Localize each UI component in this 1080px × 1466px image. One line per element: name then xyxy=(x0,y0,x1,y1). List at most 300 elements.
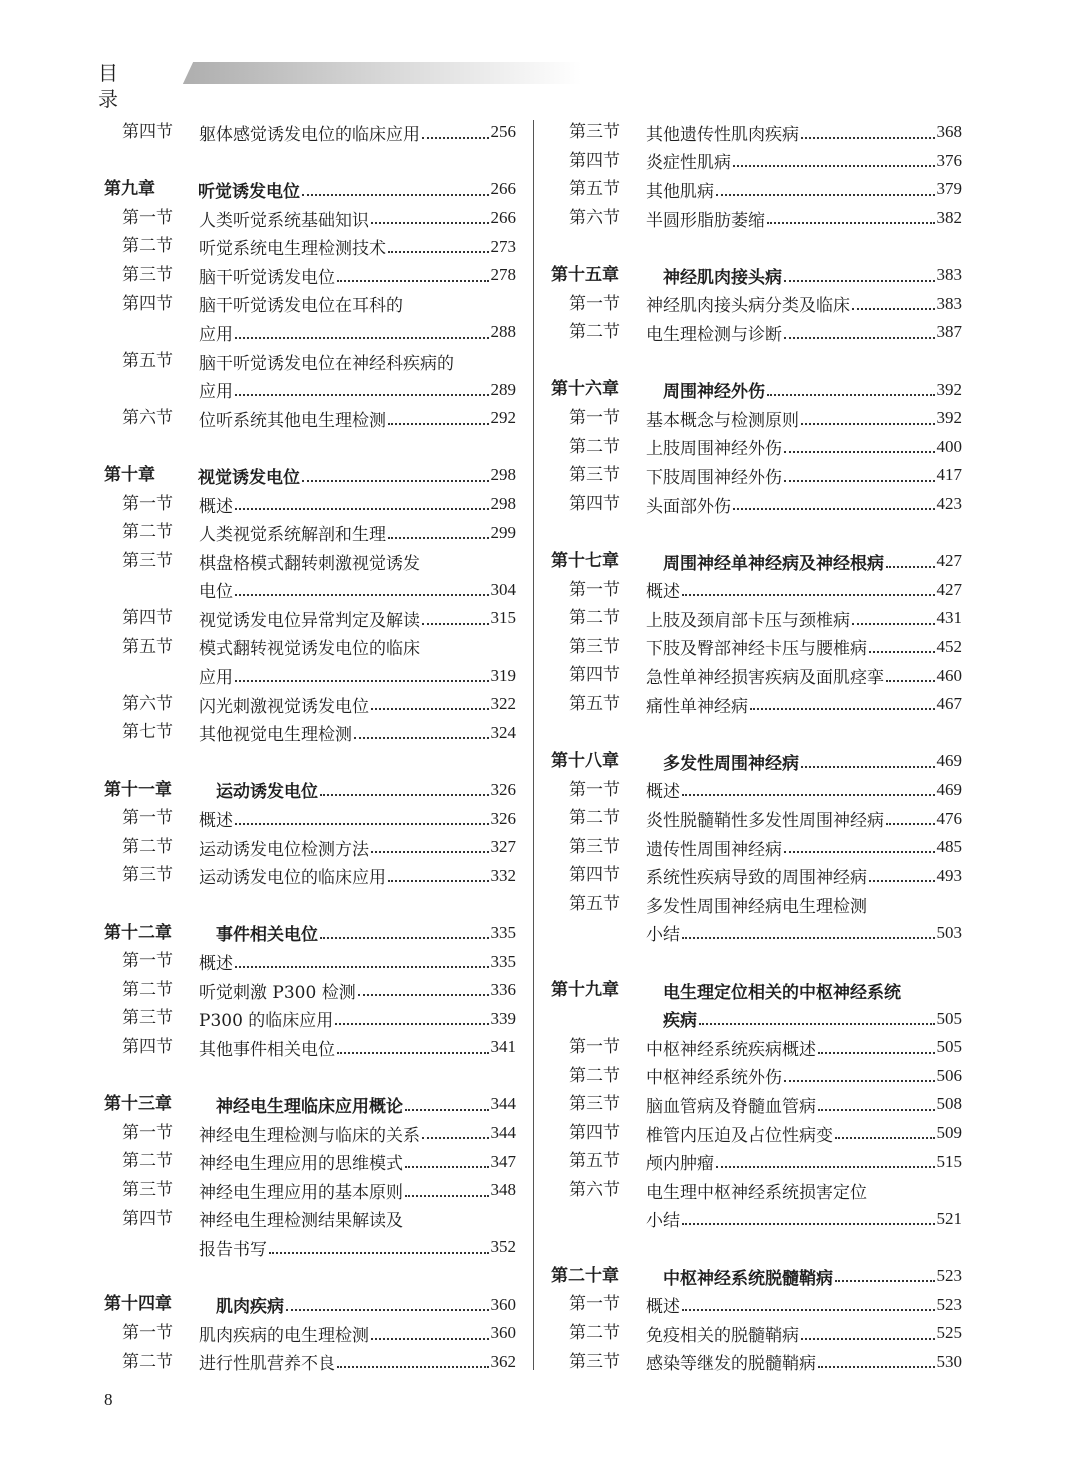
toc-entry-page: 326 xyxy=(490,779,516,799)
toc-entry-label: 第三节 xyxy=(569,1351,620,1372)
toc-entry-page: 452 xyxy=(936,636,962,656)
dot-leader xyxy=(886,822,935,825)
section-gap xyxy=(551,718,962,747)
toc-entry-page: 335 xyxy=(490,951,516,971)
toc-entry-page: 530 xyxy=(936,1351,962,1371)
toc-entry-label: 第一节 xyxy=(569,779,620,800)
toc-entry-page: 344 xyxy=(490,1094,516,1114)
toc-section-entry[interactable] xyxy=(104,604,516,633)
toc-entry-title: 听觉诱发电位 xyxy=(198,181,300,202)
toc-section-entry[interactable] xyxy=(551,118,962,147)
toc-section-entry[interactable] xyxy=(104,547,516,576)
toc-entry-row xyxy=(646,1319,962,1348)
toc-section-entry[interactable] xyxy=(551,1062,962,1091)
toc-entry-row xyxy=(663,976,962,1005)
toc-entry-title: 小结 xyxy=(646,925,680,946)
toc-entry-page: 427 xyxy=(936,579,962,599)
dot-leader xyxy=(335,1022,488,1025)
dot-leader xyxy=(371,1337,489,1340)
toc-entry-page: 383 xyxy=(936,265,962,285)
toc-section-entry[interactable] xyxy=(551,1319,962,1348)
toc-entry-row xyxy=(199,604,516,633)
toc-section-entry[interactable] xyxy=(104,718,516,747)
toc-entry-row xyxy=(646,1119,962,1148)
toc-entry-page: 485 xyxy=(936,837,962,857)
toc-section-entry[interactable] xyxy=(104,118,516,147)
toc-entry-row xyxy=(646,1147,962,1176)
toc-entry-title: 概述 xyxy=(199,496,233,517)
toc-entry-row xyxy=(646,690,962,719)
toc-entry-label: 第六节 xyxy=(569,207,620,228)
toc-entry-row xyxy=(646,1033,962,1062)
toc-entry-title: 神经肌肉接头病分类及临床 xyxy=(646,296,850,317)
toc-entry-title: 神经电生理应用的思维模式 xyxy=(199,1154,403,1175)
toc-entry-title: 炎症性肌病 xyxy=(646,153,731,174)
toc-section-entry[interactable] xyxy=(551,633,962,662)
toc-section-entry[interactable] xyxy=(104,347,516,376)
dot-leader xyxy=(388,536,489,539)
toc-entry-page: 525 xyxy=(936,1323,962,1343)
toc-entry-row xyxy=(199,490,516,519)
toc-entry-page: 506 xyxy=(936,1065,962,1085)
toc-section-entry[interactable] xyxy=(551,175,962,204)
toc-entry-label: 第四节 xyxy=(122,1037,173,1057)
toc-entry-label: 第四节 xyxy=(569,493,620,514)
dot-leader xyxy=(682,1222,935,1225)
toc-section-entry[interactable] xyxy=(104,633,516,662)
toc-section-entry[interactable] xyxy=(551,404,962,433)
toc-entry-page: 347 xyxy=(490,1151,516,1171)
toc-chapter-entry[interactable] xyxy=(551,261,962,290)
toc-entry-title: 上肢周围神经外伤 xyxy=(646,439,782,460)
toc-entry-row xyxy=(663,1004,962,1033)
toc-entry-title: 急性单神经损害疾病及面肌痉挛 xyxy=(646,668,884,689)
toc-section-entry[interactable] xyxy=(551,1090,962,1119)
toc-section-entry[interactable] xyxy=(551,490,962,519)
toc-entry-row xyxy=(199,833,516,862)
toc-entry-title: 颅内肿瘤 xyxy=(646,1154,714,1175)
toc-chapter-entry[interactable] xyxy=(551,547,962,576)
toc-entry-label: 第二节 xyxy=(122,236,173,257)
toc-entry-row xyxy=(198,461,516,490)
toc-entry-title: 免疫相关的脱髓鞘病 xyxy=(646,1325,799,1346)
toc-section-entry[interactable] xyxy=(104,576,516,605)
toc-entry-page: 382 xyxy=(936,208,962,228)
toc-entry-label: 第二节 xyxy=(122,1151,173,1172)
toc-entry-row xyxy=(646,1176,962,1205)
dot-leader xyxy=(869,879,935,882)
toc-entry-label: 第二节 xyxy=(569,436,620,457)
toc-entry-page: 348 xyxy=(490,1180,516,1200)
toc-entry-label: 第十三章 xyxy=(104,1094,172,1115)
toc-entry-label: 第二节 xyxy=(569,322,620,343)
toc-entry-label: 第五节 xyxy=(122,350,173,371)
toc-entry-label: 第五节 xyxy=(569,894,620,915)
toc-entry-page: 266 xyxy=(490,179,516,199)
toc-entry-page: 505 xyxy=(936,1008,962,1028)
column-divider xyxy=(533,120,534,1370)
toc-entry-page: 273 xyxy=(490,236,516,256)
toc-entry-label: 第四节 xyxy=(569,150,620,171)
toc-entry-label: 第四节 xyxy=(569,1122,620,1143)
dot-leader xyxy=(337,1365,489,1368)
toc-section-entry[interactable] xyxy=(104,1319,516,1348)
toc-entry-label: 第十一章 xyxy=(104,779,172,800)
toc-entry-page: 469 xyxy=(936,751,962,771)
toc-entry-row xyxy=(199,1176,516,1205)
toc-entry-row xyxy=(199,375,516,404)
toc-entry-page: 515 xyxy=(936,1151,962,1171)
dot-leader xyxy=(388,422,489,425)
dot-leader xyxy=(784,479,935,482)
toc-entry-label: 第四节 xyxy=(122,608,173,629)
section-gap xyxy=(104,433,516,462)
toc-section-entry[interactable] xyxy=(551,1033,962,1062)
toc-entry-row xyxy=(216,1090,516,1119)
toc-section-entry[interactable] xyxy=(551,776,962,805)
toc-entry-title: 概述 xyxy=(199,954,233,975)
toc-entry-title: 概述 xyxy=(646,1297,680,1318)
toc-entry-title: 概述 xyxy=(646,582,680,603)
toc-entry-page: 523 xyxy=(936,1266,962,1286)
toc-section-entry[interactable] xyxy=(551,919,962,948)
toc-section-entry[interactable] xyxy=(104,318,516,347)
dot-leader xyxy=(286,1308,489,1311)
toc-entry-row xyxy=(216,1290,516,1319)
dot-leader xyxy=(699,1022,935,1025)
toc-entry-row xyxy=(199,318,516,347)
toc-section-entry[interactable] xyxy=(551,318,962,347)
toc-entry-title: 遗传性周围神经病 xyxy=(646,839,782,860)
dot-leader xyxy=(784,279,935,282)
toc-entry-label: 第三节 xyxy=(569,465,620,486)
toc-entry-label: 第七节 xyxy=(122,722,173,743)
toc-chapter-entry[interactable] xyxy=(104,1090,516,1119)
toc-entry-title: 多发性周围神经病电生理检测 xyxy=(646,896,867,917)
toc-section-entry[interactable] xyxy=(551,833,962,862)
toc-entry-title: 运动诱发电位检测方法 xyxy=(199,839,369,860)
toc-entry-row xyxy=(199,1119,516,1148)
toc-section-entry[interactable] xyxy=(104,1004,516,1033)
toc-entry-row xyxy=(199,204,516,233)
toc-entry-label: 第十章 xyxy=(104,465,155,486)
toc-section-entry[interactable] xyxy=(551,204,962,233)
toc-entry-page: 289 xyxy=(490,379,516,399)
toc-entry-title: 半圆形脂肪萎缩 xyxy=(646,210,765,231)
toc-section-entry[interactable] xyxy=(551,433,962,462)
toc-section-entry[interactable] xyxy=(551,861,962,890)
toc-entry-page: 509 xyxy=(936,1123,962,1143)
toc-entry-page: 322 xyxy=(490,694,516,714)
toc-section-entry[interactable] xyxy=(551,1348,962,1377)
toc-section-entry[interactable] xyxy=(551,690,962,719)
toc-entry-page: 392 xyxy=(936,408,962,428)
toc-entry-page: 352 xyxy=(490,1237,516,1257)
toc-entry-label: 第五节 xyxy=(569,693,620,714)
toc-entry-label: 第四节 xyxy=(122,293,173,314)
toc-section-entry[interactable] xyxy=(551,661,962,690)
toc-section-entry[interactable] xyxy=(551,604,962,633)
dot-leader xyxy=(302,479,489,482)
toc-entry-page: 315 xyxy=(490,608,516,628)
toc-entry-page: 417 xyxy=(936,465,962,485)
toc-entry-page: 383 xyxy=(936,293,962,313)
toc-entry-row xyxy=(646,118,962,147)
toc-entry-row xyxy=(663,747,962,776)
toc-entry-title: 中枢神经系统疾病概述 xyxy=(646,1039,816,1060)
toc-entry-title: 感染等继发的脱髓鞘病 xyxy=(646,1354,816,1375)
toc-entry-label: 第一节 xyxy=(122,493,173,514)
toc-entry-title: 应用 xyxy=(199,324,233,345)
toc-section-entry[interactable] xyxy=(104,404,516,433)
toc-entry-page: 332 xyxy=(490,865,516,885)
toc-entry-page: 266 xyxy=(490,208,516,228)
toc-entry-label: 第一节 xyxy=(122,207,173,228)
toc-section-entry[interactable] xyxy=(551,1205,962,1234)
toc-entry-title: 电生理检测与诊断 xyxy=(646,324,782,345)
toc-entry-label: 第四节 xyxy=(122,122,173,142)
toc-entry-row xyxy=(646,1090,962,1119)
toc-entry-row xyxy=(199,118,516,147)
toc-section-entry[interactable] xyxy=(104,375,516,404)
toc-section-entry[interactable] xyxy=(551,1147,962,1176)
toc-chapter-entry[interactable] xyxy=(104,776,516,805)
toc-entry-row xyxy=(646,318,962,347)
toc-entry-title: 闪光刺激视觉诱发电位 xyxy=(199,696,369,717)
toc-entry-title: 运动诱发电位 xyxy=(216,782,318,803)
toc-entry-title: 神经电生理检测结果解读及 xyxy=(199,1211,403,1232)
dot-leader xyxy=(405,1194,489,1197)
toc-entry-title: 其他事件相关电位 xyxy=(199,1039,335,1060)
toc-entry-row xyxy=(199,290,516,319)
toc-chapter-entry[interactable] xyxy=(551,1004,962,1033)
toc-entry-title: 下肢及臀部神经卡压与腰椎病 xyxy=(646,639,867,660)
toc-entry-title: 系统性疾病导致的周围神经病 xyxy=(646,868,867,889)
toc-left-column xyxy=(104,118,516,1376)
toc-entry-page: 467 xyxy=(936,694,962,714)
toc-entry-label: 第一节 xyxy=(569,579,620,600)
toc-entry-title: 躯体感觉诱发电位的临床应用 xyxy=(199,124,420,145)
toc-entry-page: 298 xyxy=(490,494,516,514)
toc-entry-row xyxy=(646,604,962,633)
dot-leader xyxy=(801,136,935,139)
toc-entry-row xyxy=(646,776,962,805)
toc-entry-title: 应用 xyxy=(199,382,233,403)
toc-entry-label: 第六节 xyxy=(122,407,173,428)
toc-section-entry[interactable] xyxy=(104,976,516,1005)
dot-leader xyxy=(682,593,935,596)
section-gap xyxy=(551,947,962,976)
toc-section-entry[interactable] xyxy=(551,290,962,319)
toc-entry-row xyxy=(199,633,516,662)
toc-entry-label: 第十六章 xyxy=(551,379,619,400)
toc-entry-page: 292 xyxy=(490,408,516,428)
toc-entry-title: 其他肌病 xyxy=(646,181,714,202)
toc-entry-title: 脑干听觉诱发电位在耳科的 xyxy=(199,296,403,317)
toc-entry-title: 头面部外伤 xyxy=(646,496,731,517)
toc-entry-page: 521 xyxy=(936,1208,962,1228)
toc-section-entry[interactable] xyxy=(104,661,516,690)
toc-entry-label: 第一节 xyxy=(122,1122,173,1143)
toc-section-entry[interactable] xyxy=(104,290,516,319)
toc-entry-page: 339 xyxy=(490,1008,516,1028)
toc-section-entry[interactable] xyxy=(104,204,516,233)
toc-entry-label: 第三节 xyxy=(122,264,173,285)
toc-entry-row xyxy=(646,204,962,233)
section-gap xyxy=(551,1233,962,1262)
toc-section-entry[interactable] xyxy=(551,461,962,490)
toc-chapter-entry[interactable] xyxy=(551,976,962,1005)
toc-section-entry[interactable] xyxy=(104,1176,516,1205)
toc-section-entry[interactable] xyxy=(104,490,516,519)
toc-entry-title: 肌肉疾病的电生理检测 xyxy=(199,1325,369,1346)
toc-section-entry[interactable] xyxy=(104,232,516,261)
toc-entry-title: 脑干听觉诱发电位 xyxy=(199,267,335,288)
toc-section-entry[interactable] xyxy=(104,1348,516,1377)
toc-entry-row xyxy=(216,776,516,805)
toc-section-entry[interactable] xyxy=(551,147,962,176)
toc-section-entry[interactable] xyxy=(551,890,962,919)
dot-leader xyxy=(371,221,489,224)
toc-section-entry[interactable] xyxy=(104,690,516,719)
toc-entry-page: 256 xyxy=(490,122,516,142)
dot-leader xyxy=(869,650,935,653)
dot-leader xyxy=(302,193,489,196)
toc-chapter-entry[interactable] xyxy=(104,919,516,948)
dot-leader xyxy=(405,1165,489,1168)
dot-leader xyxy=(733,164,935,167)
toc-entry-title: 人类听觉系统基础知识 xyxy=(199,210,369,231)
toc-entry-label: 第三节 xyxy=(122,865,173,886)
toc-entry-row xyxy=(199,1233,516,1262)
toc-entry-page: 476 xyxy=(936,808,962,828)
toc-entry-row xyxy=(646,461,962,490)
dot-leader xyxy=(767,393,935,396)
toc-entry-row xyxy=(646,633,962,662)
toc-entry-label: 第四节 xyxy=(569,865,620,886)
dot-leader xyxy=(371,850,489,853)
toc-entry-row xyxy=(646,1348,962,1377)
toc-section-entry[interactable] xyxy=(551,1290,962,1319)
toc-section-entry[interactable] xyxy=(104,1147,516,1176)
toc-section-entry[interactable] xyxy=(104,833,516,862)
toc-entry-row xyxy=(646,433,962,462)
toc-entry-page: 376 xyxy=(936,150,962,170)
toc-entry-page: 288 xyxy=(490,322,516,342)
toc-entry-title: 中枢神经系统脱髓鞘病 xyxy=(663,1268,833,1289)
toc-entry-row xyxy=(199,232,516,261)
toc-entry-title: 电生理定位相关的中枢神经系统 xyxy=(663,982,901,1003)
toc-chapter-entry[interactable] xyxy=(104,461,516,490)
toc-section-entry[interactable] xyxy=(104,518,516,547)
toc-entry-page: 344 xyxy=(490,1123,516,1143)
toc-entry-title: 听觉刺激 P300 检测 xyxy=(199,982,356,1003)
toc-section-entry[interactable] xyxy=(104,947,516,976)
toc-section-entry[interactable] xyxy=(104,1205,516,1234)
toc-chapter-entry[interactable] xyxy=(551,375,962,404)
toc-entry-title: 小结 xyxy=(646,1211,680,1232)
toc-entry-title: 视觉诱发电位 xyxy=(198,467,300,488)
section-gap xyxy=(104,747,516,776)
toc-section-entry[interactable] xyxy=(104,1233,516,1262)
toc-section-entry[interactable] xyxy=(551,804,962,833)
toc-entry-label: 第三节 xyxy=(569,1094,620,1115)
toc-right-column xyxy=(551,118,962,1376)
toc-entry-label: 第二节 xyxy=(122,836,173,857)
toc-entry-label: 第六节 xyxy=(122,693,173,714)
toc-entry-page: 298 xyxy=(490,465,516,485)
section-gap xyxy=(104,1262,516,1291)
toc-entry-title: 进行性肌营养不良 xyxy=(199,1354,335,1375)
dot-leader xyxy=(716,1165,935,1168)
dot-leader xyxy=(422,1136,489,1139)
toc-section-entry[interactable] xyxy=(104,861,516,890)
toc-entry-title: 周围神经单神经病及神经根病 xyxy=(663,553,884,574)
toc-entry-page: 326 xyxy=(490,808,516,828)
section-gap xyxy=(551,232,962,261)
dot-leader xyxy=(886,565,935,568)
toc-entry-label: 第一节 xyxy=(569,293,620,314)
toc-entry-label: 第五节 xyxy=(569,179,620,200)
toc-entry-title: 多发性周围神经病 xyxy=(663,753,799,774)
toc-chapter-entry[interactable] xyxy=(104,175,516,204)
toc-section-entry[interactable] xyxy=(104,261,516,290)
toc-section-entry[interactable] xyxy=(551,1176,962,1205)
toc-entry-page: 427 xyxy=(936,551,962,571)
toc-entry-title: 基本概念与检测原则 xyxy=(646,410,799,431)
toc-entry-label: 第十二章 xyxy=(104,922,172,943)
dot-leader xyxy=(784,450,935,453)
toc-section-entry[interactable] xyxy=(104,804,516,833)
toc-section-entry[interactable] xyxy=(104,1119,516,1148)
toc-entry-page: 423 xyxy=(936,494,962,514)
dot-leader xyxy=(235,679,489,682)
toc-entry-row xyxy=(199,690,516,719)
dot-leader xyxy=(801,422,935,425)
toc-chapter-entry[interactable] xyxy=(551,747,962,776)
dot-leader xyxy=(320,936,489,939)
toc-entry-title: 上肢及颈肩部卡压与颈椎病 xyxy=(646,610,850,631)
toc-entry-title: 其他视觉电生理检测 xyxy=(199,725,352,746)
toc-entry-title: 周围神经外伤 xyxy=(663,382,765,403)
toc-entry-row xyxy=(199,1033,516,1062)
toc-entry-title: 神经肌肉接头病 xyxy=(663,267,782,288)
toc-section-entry[interactable] xyxy=(551,1119,962,1148)
toc-entry-page: 327 xyxy=(490,837,516,857)
toc-chapter-entry[interactable] xyxy=(104,1290,516,1319)
toc-entry-row xyxy=(199,718,516,747)
dot-leader xyxy=(852,622,935,625)
toc-entry-title: 疾病 xyxy=(663,1011,697,1032)
toc-entry-label: 第十九章 xyxy=(551,979,619,1000)
dot-leader xyxy=(388,879,489,882)
toc-chapter-entry[interactable] xyxy=(551,1262,962,1291)
page-number: 8 xyxy=(104,1390,113,1409)
toc-entry-row xyxy=(199,576,516,605)
dot-leader xyxy=(682,936,935,939)
toc-entry-title: 概述 xyxy=(646,782,680,803)
toc-entry-title: 事件相关电位 xyxy=(216,925,318,946)
toc-entry-label: 第六节 xyxy=(569,1179,620,1200)
toc-entry-label: 第十四章 xyxy=(104,1294,172,1315)
dot-leader xyxy=(835,1279,935,1282)
toc-section-entry[interactable] xyxy=(104,1033,516,1062)
toc-entry-title: 电生理中枢神经系统损害定位 xyxy=(646,1182,867,1203)
toc-entry-row xyxy=(199,1147,516,1176)
toc-section-entry[interactable] xyxy=(551,576,962,605)
toc-entry-row xyxy=(199,804,516,833)
toc-entry-label: 第一节 xyxy=(122,951,173,972)
